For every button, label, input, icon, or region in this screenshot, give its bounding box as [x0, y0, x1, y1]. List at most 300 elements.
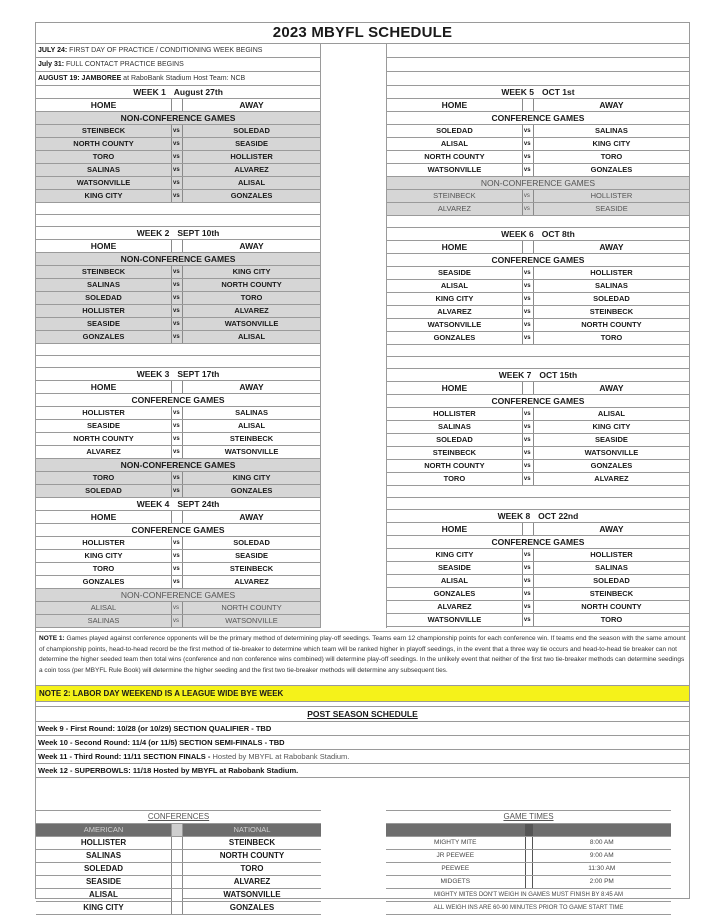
vs-divider	[522, 382, 534, 394]
conference-header: CONFERENCE GAMES	[387, 536, 689, 549]
vs-label: vs	[522, 332, 534, 344]
home-label: HOME	[441, 100, 468, 110]
game-row	[387, 164, 689, 177]
division-name: PEEWEE	[441, 865, 470, 872]
home-label: HOME	[441, 524, 468, 534]
american-team: HOLLISTER	[80, 838, 127, 847]
away-team: STEINBECK	[229, 564, 274, 573]
game-row	[387, 190, 689, 203]
division-name: JR PEEWEE	[436, 852, 475, 859]
note-2-text: LABOR DAY WEEKEND IS A LEAGUE WIDE BYE WEEK	[70, 689, 284, 698]
away-team: WATSONVILLE	[584, 448, 639, 457]
vs-label: vs	[171, 151, 183, 163]
week-header	[387, 510, 689, 523]
info-text: FULL CONTACT PRACTICE BEGINS	[64, 61, 184, 68]
away-team: SOLEDAD	[593, 576, 630, 585]
away-label: AWAY	[239, 241, 264, 251]
week-8-block	[387, 510, 689, 627]
away-team: SOLEDAD	[233, 126, 270, 135]
home-team: KING CITY	[84, 191, 123, 200]
vs-label: vs	[522, 421, 534, 433]
vs-label: vs	[522, 447, 534, 459]
game-row	[387, 614, 689, 627]
week-2-block	[36, 227, 320, 368]
vs-label: vs	[522, 306, 534, 318]
info-text: FIRST DAY OF PRACTICE / CONDITIONING WEEK BEGINS	[67, 47, 263, 54]
vs-label: vs	[522, 575, 534, 587]
game-times-title: GAME TIMES	[386, 810, 671, 824]
away-team: ALISAL	[238, 421, 266, 430]
info-date: JULY 24:	[38, 47, 68, 54]
vs-label: vs	[171, 177, 183, 189]
away-team: ALVAREZ	[594, 474, 629, 483]
info-row	[36, 72, 320, 86]
away-team: WATSONVILLE	[225, 616, 278, 625]
week-header	[387, 86, 689, 99]
away-team: STEINBECK	[589, 307, 634, 316]
spacer-row	[387, 216, 689, 228]
vs-label: vs	[522, 151, 534, 163]
gap-column	[321, 44, 387, 628]
week-header	[36, 368, 320, 381]
game-row	[387, 460, 689, 473]
game-time-row	[386, 837, 671, 850]
game-time-row	[386, 850, 671, 863]
column-divider	[525, 824, 533, 836]
away-label: AWAY	[239, 512, 264, 522]
conference-row	[36, 889, 321, 902]
column-divider	[171, 850, 183, 862]
home-label: HOME	[441, 242, 468, 252]
game-row	[387, 332, 689, 345]
vs-label: vs	[522, 190, 534, 202]
game-row	[387, 575, 689, 588]
game-row	[36, 537, 320, 550]
conference-row	[36, 876, 321, 889]
game-row	[387, 473, 689, 486]
vs-label: vs	[171, 446, 183, 458]
column-divider	[171, 889, 183, 901]
week-label: WEEK 6	[501, 229, 534, 239]
home-team: SALINAS	[437, 422, 471, 431]
home-team: WATSONVILLE	[427, 615, 482, 624]
right-column	[387, 44, 689, 628]
vs-label: vs	[522, 473, 534, 485]
non-conference-header: NON-CONFERENCE GAMES	[36, 589, 320, 602]
national-team: ALVAREZ	[233, 877, 271, 886]
away-team: NORTH COUNTY	[581, 320, 642, 329]
away-team: HOLLISTER	[590, 191, 633, 200]
game-row	[36, 602, 320, 615]
game-row	[36, 563, 320, 576]
vs-label: vs	[522, 125, 534, 137]
vs-divider	[171, 511, 183, 523]
vs-label: vs	[522, 460, 534, 472]
home-away-header	[387, 382, 689, 395]
national-label: NATIONAL	[233, 825, 271, 834]
division-name: MIDGETS	[440, 878, 471, 885]
home-team: ALISAL	[440, 281, 468, 290]
game-row	[387, 588, 689, 601]
post-season-text: Week 11 - Third Round: 11/11 SECTION FINALS -	[38, 752, 213, 761]
home-team: SOLEDAD	[436, 435, 473, 444]
home-team: WATSONVILLE	[76, 178, 131, 187]
away-label: AWAY	[599, 383, 624, 393]
vs-label: vs	[171, 125, 183, 137]
away-team: WATSONVILLE	[224, 319, 279, 328]
vs-label: vs	[171, 537, 183, 549]
week-7-block	[387, 369, 689, 510]
week-label: WEEK 8	[497, 511, 531, 521]
game-row	[387, 434, 689, 447]
post-season-text: Week 10 - Second Round: 11/4 (or 11/5) SECTION SEMI-FINALS - TBD	[38, 738, 285, 747]
away-team: SEASIDE	[235, 139, 269, 148]
vs-divider	[522, 241, 534, 253]
american-team: SALINAS	[85, 851, 122, 860]
conference-header: CONFERENCE GAMES	[36, 524, 320, 537]
game-times-note: ALL WEIGH INS ARE 60-90 MINUTES PRIOR TO GAME START TIME	[386, 902, 671, 915]
home-team: KING CITY	[435, 294, 474, 303]
away-team: SEASIDE	[594, 435, 628, 444]
game-row	[36, 550, 320, 563]
game-row	[36, 472, 320, 485]
home-team: GONZALES	[433, 589, 476, 598]
away-team: NORTH COUNTY	[221, 280, 282, 289]
away-team: HOLLISTER	[590, 550, 633, 559]
week-1-block	[36, 86, 320, 227]
home-team: NORTH COUNTY	[424, 461, 485, 470]
week-6-block	[387, 228, 689, 369]
time-header	[533, 824, 672, 836]
vs-label: vs	[171, 292, 183, 304]
spacer-row	[387, 44, 689, 58]
vs-label: vs	[171, 279, 183, 291]
post-season-row	[36, 736, 689, 750]
game-row	[387, 549, 689, 562]
home-label: HOME	[90, 382, 117, 392]
home-team: ALVAREZ	[437, 307, 472, 316]
division-header	[386, 824, 525, 836]
game-times-note: MIGHTY MITES DON'T WEIGH IN GAMES MUST FINISH BY 8:45 AM	[386, 889, 671, 902]
conferences-table	[36, 810, 321, 915]
home-away-header	[36, 240, 320, 253]
game-row	[387, 125, 689, 138]
home-team: SEASIDE	[437, 268, 471, 277]
spacer-row	[36, 215, 320, 227]
week-label: WEEK 7	[498, 370, 532, 380]
week-5-block	[387, 86, 689, 228]
column-divider	[525, 850, 533, 862]
american-team: ALISAL	[89, 890, 118, 899]
home-team: SEASIDE	[437, 563, 471, 572]
away-team: TORO	[600, 152, 623, 161]
note-1-label: NOTE 1:	[39, 635, 65, 642]
home-team: TORO	[92, 152, 115, 161]
home-team: STEINBECK	[432, 448, 477, 457]
column-divider	[171, 902, 183, 914]
column-divider	[171, 837, 183, 849]
spacer-row	[36, 356, 320, 368]
vs-label: vs	[522, 601, 534, 613]
home-away-header	[36, 381, 320, 394]
vs-label: vs	[522, 562, 534, 574]
home-away-header	[387, 523, 689, 536]
home-team: ALISAL	[440, 139, 468, 148]
game-row	[387, 203, 689, 216]
post-season-row	[36, 750, 689, 764]
game-row	[36, 125, 320, 138]
away-team: ALVAREZ	[234, 306, 269, 315]
spacer-row	[387, 72, 689, 86]
week-label: WEEK 5	[501, 87, 534, 97]
home-label: HOME	[90, 100, 117, 110]
national-team: STEINBECK	[228, 838, 276, 847]
home-team: HOLLISTER	[433, 409, 476, 418]
away-label: AWAY	[599, 524, 624, 534]
conference-header: CONFERENCE GAMES	[387, 112, 689, 125]
american-team: KING CITY	[83, 903, 124, 912]
home-team: ALVAREZ	[437, 204, 471, 213]
national-team: TORO	[240, 864, 264, 873]
home-team: WATSONVILLE	[427, 320, 482, 329]
home-team: SALINAS	[87, 280, 120, 289]
home-team: ALVAREZ	[437, 602, 472, 611]
vs-label: vs	[171, 305, 183, 317]
game-row	[387, 151, 689, 164]
away-team: HOLLISTER	[230, 152, 273, 161]
national-team: GONZALES	[229, 903, 275, 912]
away-label: AWAY	[599, 100, 624, 110]
home-away-header	[36, 511, 320, 524]
week-header	[387, 369, 689, 382]
game-row	[36, 420, 320, 433]
non-conference-header: NON-CONFERENCE GAMES	[36, 459, 320, 472]
note-2-label: NOTE 2:	[39, 689, 71, 698]
info-row	[36, 58, 320, 72]
conference-row	[36, 850, 321, 863]
away-team: GONZALES	[230, 486, 273, 495]
away-team: KING CITY	[232, 473, 271, 482]
game-row	[36, 138, 320, 151]
away-label: AWAY	[599, 242, 624, 252]
game-time: 11:30 AM	[588, 865, 616, 872]
column-divider	[525, 863, 533, 875]
spacer-row	[387, 357, 689, 369]
vs-label: vs	[171, 563, 183, 575]
week-date: OCT 8th	[541, 229, 575, 239]
vs-label: vs	[171, 576, 183, 588]
conferences-header	[36, 824, 321, 837]
away-team: TORO	[240, 293, 263, 302]
info-row	[36, 44, 320, 58]
note-2	[36, 685, 689, 702]
game-row	[36, 318, 320, 331]
american-team: SEASIDE	[85, 877, 122, 886]
week-date: OCT 15th	[539, 370, 578, 380]
away-team: KING CITY	[592, 139, 631, 148]
game-row	[36, 177, 320, 190]
week-header	[36, 498, 320, 511]
vs-divider	[171, 381, 183, 393]
note-1	[36, 631, 689, 685]
vs-divider	[522, 523, 534, 535]
note-1-text: Games played against conference opponents will be the primary method of determining play-off seedings. Teams earn 12 championship points for each conference win. If teams end the season with the same amount of championship points, head-to-head record be the first method of tie-breaker to determine which team will be ranked higher in playoff seedings, in the event that a three way tie occurs and head-to-head tie breaker can not determine the higher seeded team then total wins (conference and non conference wins combined) will determine play-off seedings. In the unlikely event that neither of the first two tie-breaker methods can determine seedings a coin toss (per MBYFL Rule Book) will determine the higher seeding and the first two tie-breaker methods will determine any subsequent ties.	[39, 635, 686, 674]
game-time-row	[386, 863, 671, 876]
away-team: STEINBECK	[229, 434, 274, 443]
week-date: August 27th	[173, 87, 223, 97]
game-row	[36, 266, 320, 279]
conference-row	[36, 863, 321, 876]
away-team: KING CITY	[592, 422, 631, 431]
away-team: SEASIDE	[595, 204, 628, 213]
home-team: STEINBECK	[81, 267, 126, 276]
home-team: KING CITY	[435, 550, 474, 559]
away-team: SOLEDAD	[233, 538, 270, 547]
away-team: KING CITY	[232, 267, 271, 276]
info-date: July 31:	[38, 61, 65, 68]
game-times-table	[386, 810, 671, 915]
week-date: SEPT 10th	[177, 228, 220, 238]
spacer-row	[387, 345, 689, 357]
game-row	[36, 164, 320, 177]
vs-label: vs	[522, 164, 534, 176]
post-season-title: POST SEASON SCHEDULE	[36, 706, 689, 722]
spacer-row	[387, 58, 689, 72]
home-team: GONZALES	[82, 332, 125, 341]
game-row	[387, 447, 689, 460]
vs-label: vs	[171, 602, 183, 614]
spacer-row	[387, 498, 689, 510]
post-season-subtext: Hosted by MBYFL at Rabobank Stadium.	[212, 752, 350, 761]
home-team: ALISAL	[440, 576, 468, 585]
week-header	[387, 228, 689, 241]
info-text: at RaboBank Stadium Host Team: NCB	[121, 75, 246, 82]
national-team: NORTH COUNTY	[219, 851, 285, 860]
conference-row	[36, 837, 321, 850]
vs-label: vs	[171, 485, 183, 497]
spacer-row	[387, 486, 689, 498]
game-row	[387, 267, 689, 280]
home-team: TORO	[92, 473, 115, 482]
away-team: HOLLISTER	[590, 268, 633, 277]
home-label: HOME	[441, 383, 468, 393]
home-team: SOLEDAD	[436, 126, 473, 135]
vs-label: vs	[522, 203, 534, 215]
vs-label: vs	[171, 266, 183, 278]
week-3-block	[36, 368, 320, 498]
game-row	[387, 319, 689, 332]
vs-label: vs	[171, 331, 183, 343]
home-team: KING CITY	[84, 551, 123, 560]
game-row	[387, 408, 689, 421]
vs-label: vs	[522, 280, 534, 292]
post-season-text: Week 9 - First Round: 10/28 (or 10/29) SECTION QUALIFIER - TBD	[38, 724, 272, 733]
week-label: WEEK 3	[136, 369, 170, 379]
vs-label: vs	[171, 164, 183, 176]
away-label: AWAY	[239, 382, 264, 392]
game-row	[387, 138, 689, 151]
game-row	[36, 446, 320, 459]
away-team: TORO	[600, 333, 623, 342]
division-name: MIGHTY MITE	[434, 839, 477, 846]
game-time-row	[386, 876, 671, 889]
notes-section	[36, 631, 689, 778]
game-row	[387, 306, 689, 319]
conference-header: CONFERENCE GAMES	[36, 394, 320, 407]
home-team: GONZALES	[82, 577, 125, 586]
game-row	[387, 293, 689, 306]
conference-header: CONFERENCE GAMES	[387, 254, 689, 267]
week-date: OCT 22nd	[538, 511, 579, 521]
vs-label: vs	[522, 549, 534, 561]
away-team: SEASIDE	[235, 551, 269, 560]
home-team: STEINBECK	[81, 126, 126, 135]
game-row	[36, 279, 320, 292]
vs-label: vs	[522, 293, 534, 305]
american-team: SOLEDAD	[83, 864, 124, 873]
away-team: STEINBECK	[589, 589, 634, 598]
post-season-row	[36, 764, 689, 778]
home-team: NORTH COUNTY	[73, 139, 134, 148]
home-team: SALINAS	[87, 165, 120, 174]
column-divider	[171, 863, 183, 875]
conferences-title: CONFERENCES	[36, 810, 321, 824]
game-row	[36, 190, 320, 203]
home-team: ALVAREZ	[86, 447, 121, 456]
column-divider	[171, 876, 183, 888]
home-team: TORO	[92, 564, 115, 573]
game-row	[387, 421, 689, 434]
vs-label: vs	[171, 550, 183, 562]
non-conference-header: NON-CONFERENCE GAMES	[387, 177, 689, 190]
week-label: WEEK 1	[133, 87, 166, 97]
vs-label: vs	[171, 318, 183, 330]
away-team: WATSONVILLE	[224, 447, 279, 456]
week-header	[36, 86, 320, 99]
american-label: AMERICAN	[83, 825, 124, 834]
game-row	[36, 331, 320, 344]
vs-label: vs	[522, 614, 534, 626]
home-team: NORTH COUNTY	[73, 434, 134, 443]
game-row	[36, 292, 320, 305]
vs-divider	[171, 99, 183, 111]
game-row	[36, 433, 320, 446]
home-away-header	[36, 99, 320, 112]
away-team: ALVAREZ	[234, 165, 269, 174]
vs-label: vs	[522, 434, 534, 446]
away-team: ALISAL	[238, 332, 266, 341]
home-away-header	[387, 99, 689, 112]
week-date: SEPT 17th	[177, 369, 220, 379]
away-team: ALISAL	[597, 409, 625, 418]
game-row	[36, 151, 320, 164]
game-row	[36, 576, 320, 589]
game-row	[387, 601, 689, 614]
bottom-tables	[36, 810, 689, 910]
away-team: SALINAS	[595, 563, 628, 572]
game-row	[387, 280, 689, 293]
game-time: 2:00 PM	[589, 878, 614, 885]
vs-label: vs	[171, 420, 183, 432]
info-date: AUGUST 19: JAMBOREE	[38, 75, 122, 82]
game-row	[36, 485, 320, 498]
away-team: SOLEDAD	[593, 294, 630, 303]
home-team: STEINBECK	[433, 191, 476, 200]
home-team: WATSONVILLE	[427, 165, 482, 174]
week-header	[36, 227, 320, 240]
home-team: SEASIDE	[87, 421, 120, 430]
home-team: SOLEDAD	[85, 486, 122, 495]
